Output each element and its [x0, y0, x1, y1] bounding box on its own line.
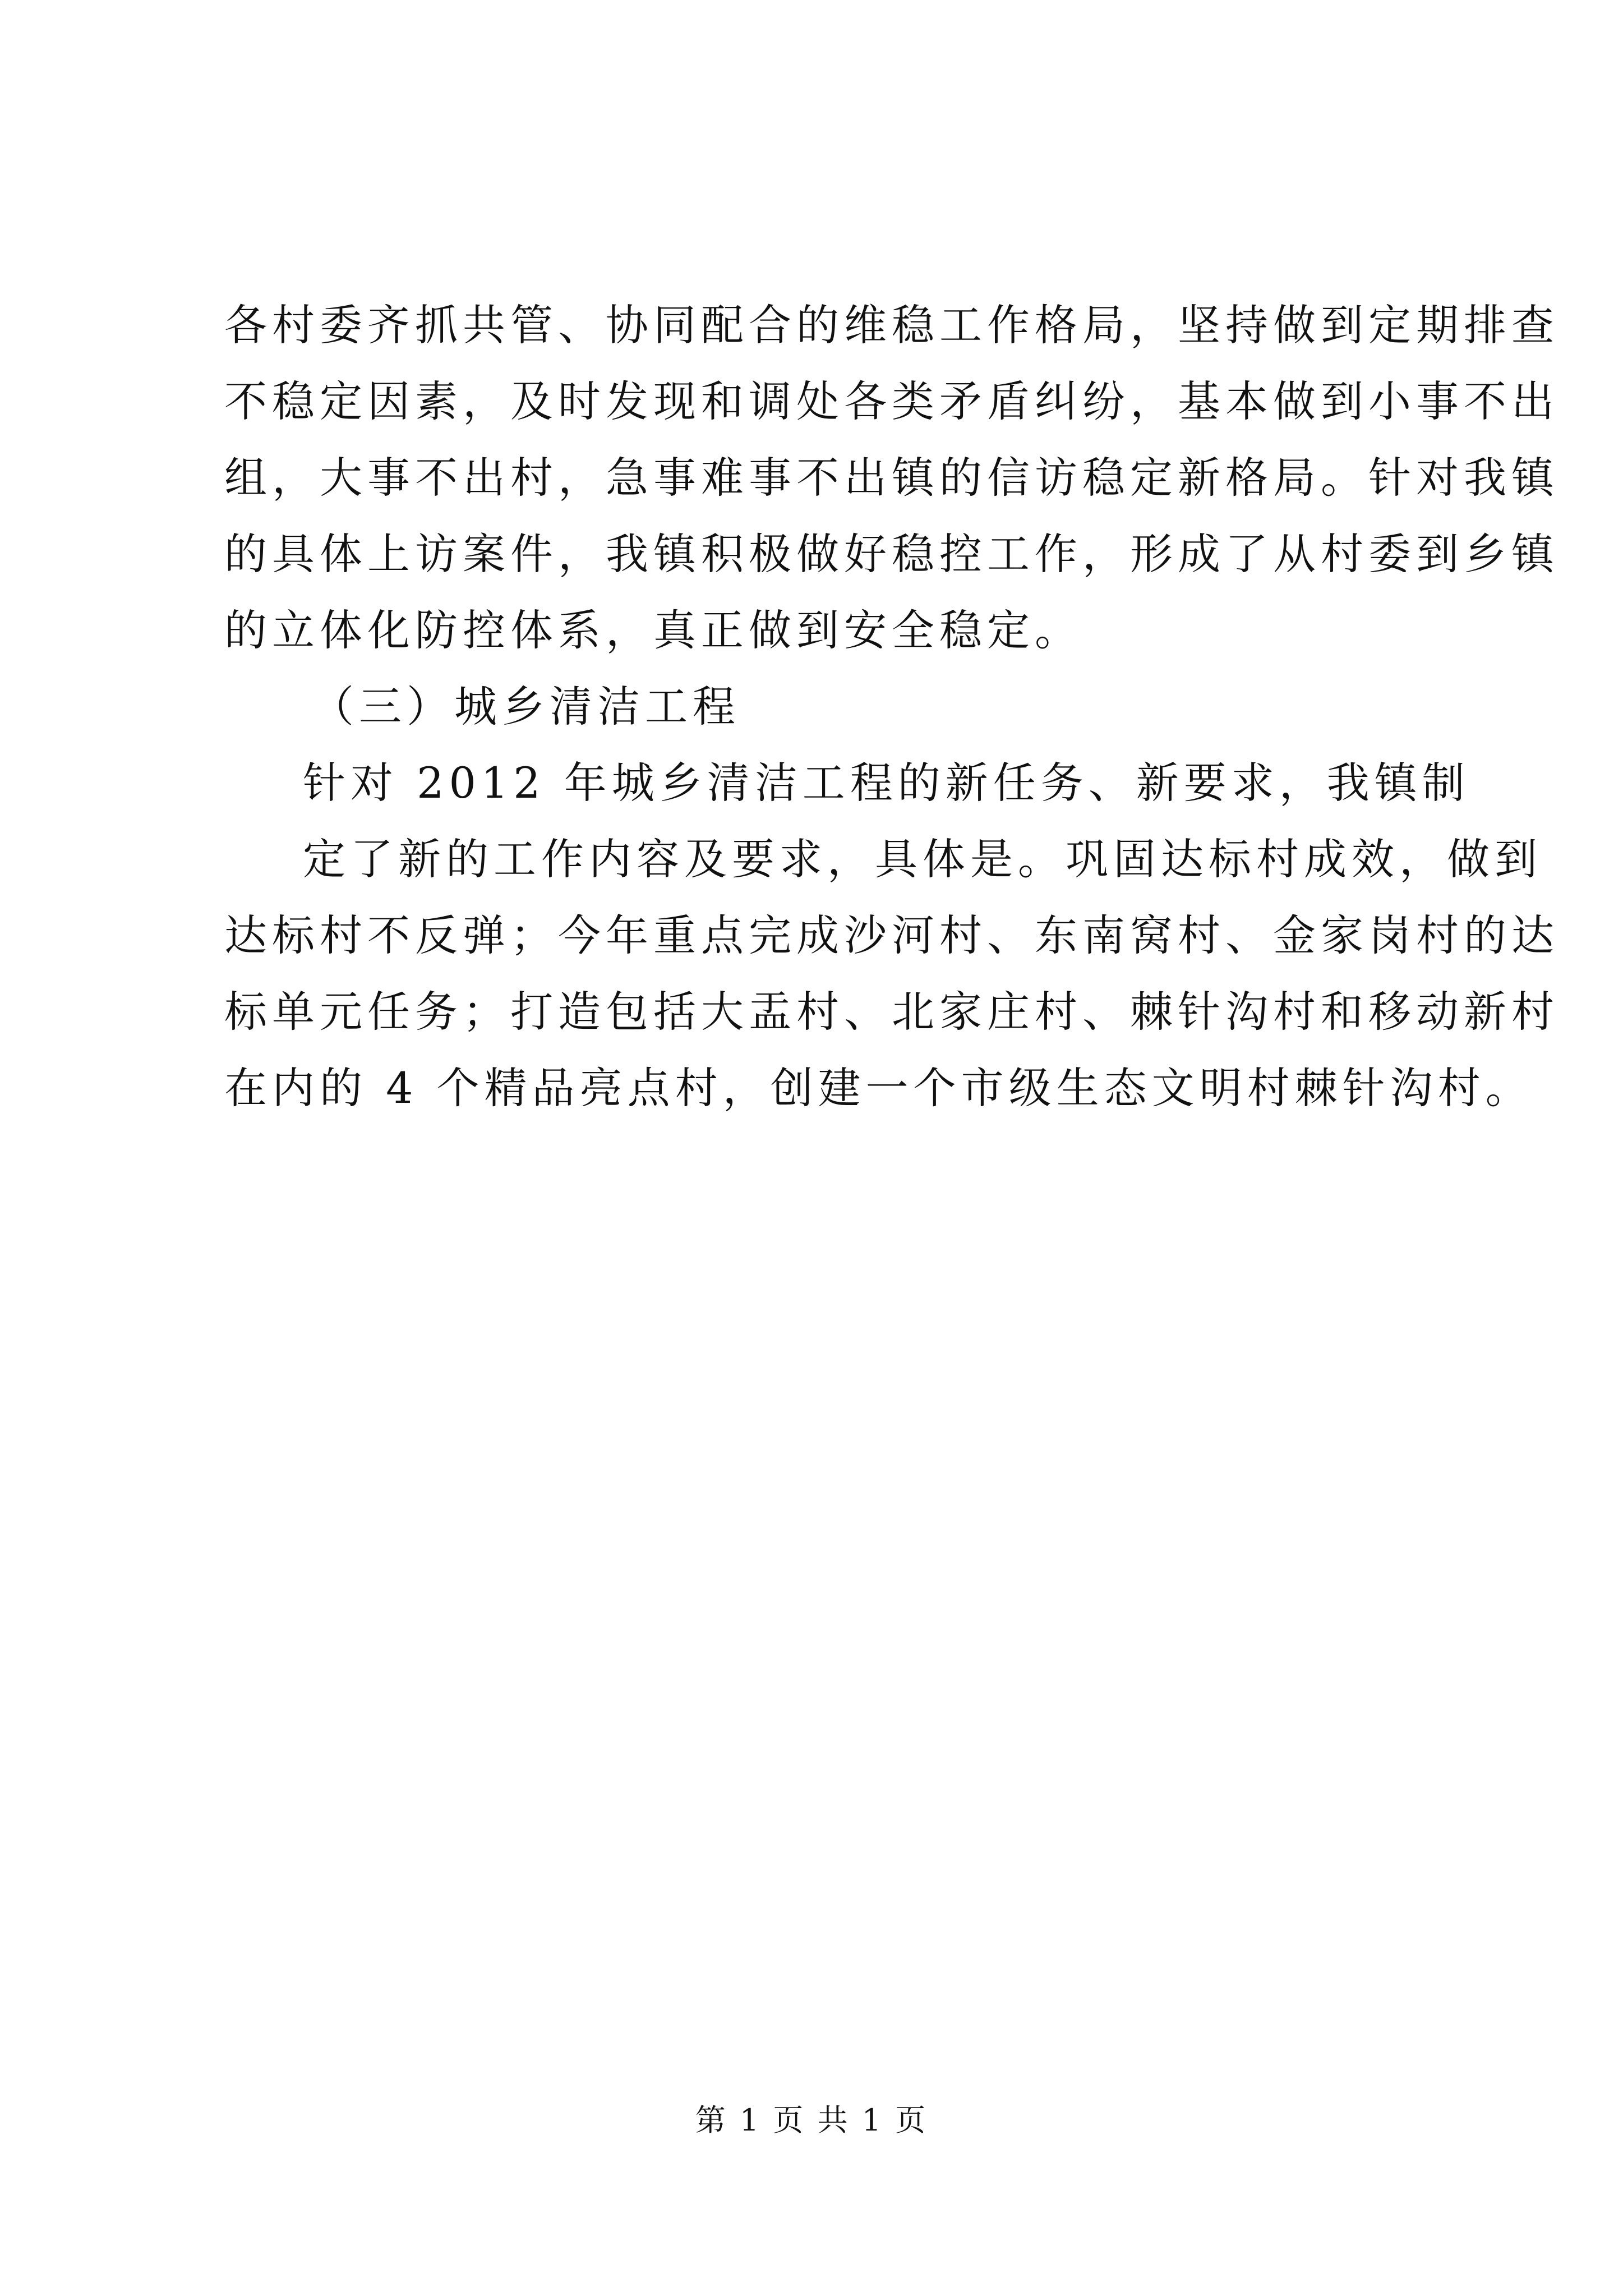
paragraph-1-line-5: 的立体化防控体系，真正做到安全稳定。	[224, 605, 1082, 655]
paragraph-1-line-3: 组，大事不出村，急事难事不出镇的信访稳定新格局。针对我镇	[224, 453, 1559, 503]
section-heading: （三）城乡清洁工程	[311, 682, 740, 731]
paragraph-1-line-2: 不稳定因素，及时发现和调处各类矛盾纠纷，基本做到小事不出	[224, 376, 1559, 426]
paragraph-3-line-1: 定了新的工作内容及要求，具体是。巩固达标村成效，做到	[303, 834, 1542, 884]
page-footer: 第 1 页 共 1 页	[695, 2102, 928, 2138]
paragraph-1-line-4: 的具体上访案件，我镇积极做好稳控工作，形成了从村委到乡镇	[224, 529, 1559, 579]
paragraph-1-line-1: 各村委齐抓共管、协同配合的维稳工作格局，坚持做到定期排查	[224, 300, 1559, 350]
paragraph-3-line-4: 在内的 4 个精品亮点村，创建一个市级生态文明村棘针沟村。	[224, 1063, 1533, 1113]
paragraph-3-line-3: 标单元任务；打造包括大盂村、北家庄村、棘针沟村和移动新村	[224, 987, 1559, 1037]
paragraph-3-line-2: 达标村不反弹；今年重点完成沙河村、东南窝村、金家岗村的达	[224, 910, 1559, 960]
paragraph-2-line-1: 针对 2012 年城乡清洁工程的新任务、新要求，我镇制	[303, 758, 1470, 808]
